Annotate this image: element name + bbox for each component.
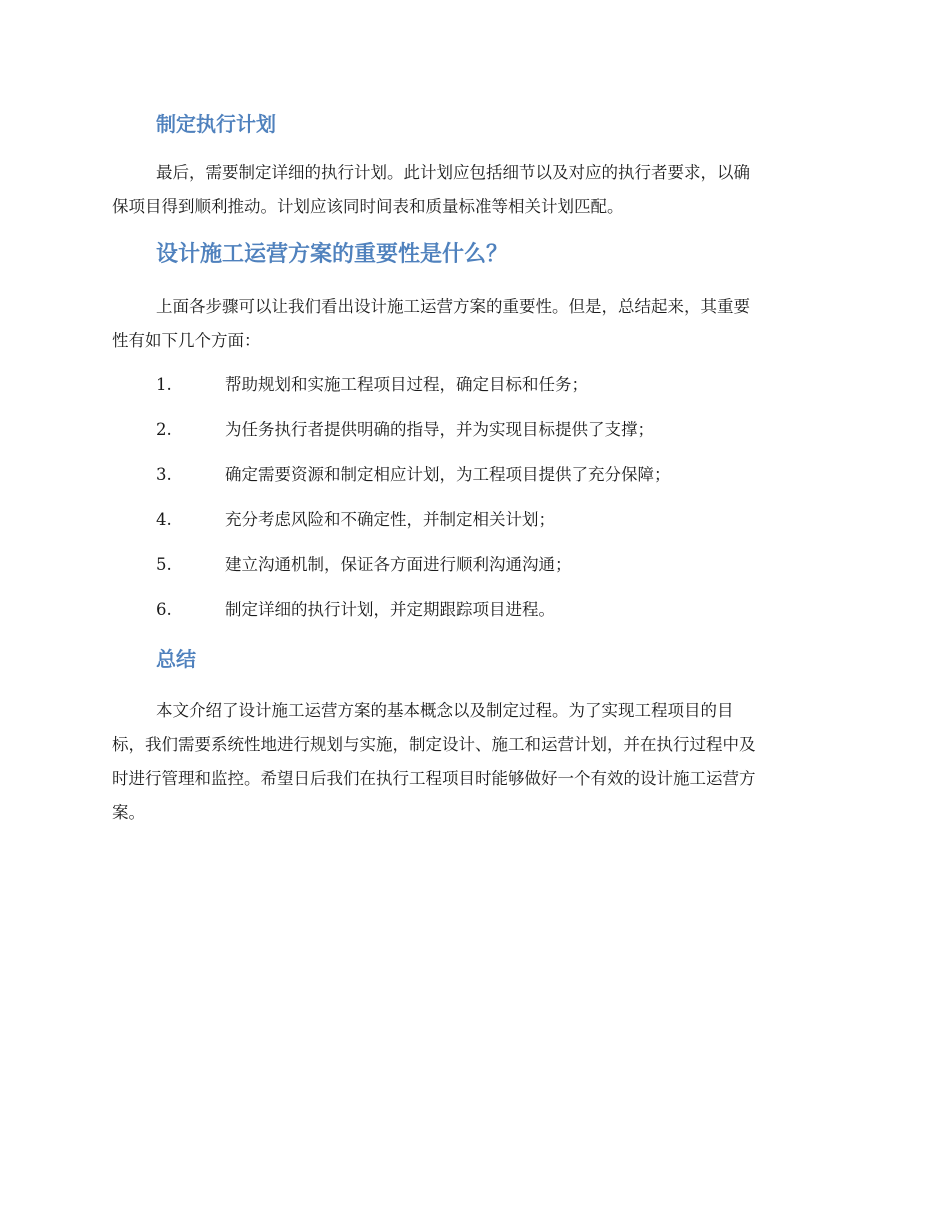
section-heading-execution-plan: 制定执行计划	[156, 112, 276, 136]
paragraph-line: 时进行管理和监控。希望日后我们在执行工程项目时能够做好一个有效的设计施工运营方	[112, 769, 756, 788]
list-item-text: 充分考虑风险和不确定性，并制定相关计划；	[225, 510, 555, 529]
list-item-number: 3.	[156, 465, 172, 484]
list-item-number: 5.	[156, 555, 172, 574]
list-item-number: 2.	[156, 420, 172, 439]
paragraph-importance	[112, 290, 832, 358]
section-heading-importance: 设计施工运营方案的重要性是什么？	[156, 242, 509, 267]
list-item-text: 建立沟通机制，保证各方面进行顺利沟通沟通；	[225, 555, 572, 574]
list-item	[0, 458, 950, 492]
paragraph-line: 上面各步骤可以让我们看出设计施工运营方案的重要性。但是，总结起来，其重要	[156, 297, 750, 316]
list-item-text: 帮助规划和实施工程项目过程，确定目标和任务；	[225, 375, 588, 394]
list-item-text: 为任务执行者提供明确的指导，并为实现目标提供了支撑；	[225, 420, 654, 439]
paragraph-line: 标，我们需要系统性地进行规划与实施，制定设计、施工和运营计划，并在执行过程中及	[112, 735, 756, 754]
list-item	[0, 548, 950, 582]
paragraph-line: 性有如下几个方面：	[112, 331, 261, 350]
paragraph-line: 本文介绍了设计施工运营方案的基本概念以及制定过程。为了实现工程项目的目	[156, 701, 734, 720]
list-item-number: 4.	[156, 510, 172, 529]
list-item	[0, 593, 950, 627]
paragraph-line: 保项目得到顺利推动。计划应该同时间表和质量标准等相关计划匹配。	[112, 197, 624, 216]
list-item-text: 制定详细的执行计划，并定期跟踪项目进程。	[225, 600, 555, 619]
list-item-number: 1.	[156, 375, 172, 394]
paragraph-line: 最后，需要制定详细的执行计划。此计划应包括细节以及对应的执行者要求，以确	[156, 163, 750, 182]
paragraph-line: 案。	[112, 803, 145, 822]
paragraph-summary	[112, 694, 832, 830]
list-item	[0, 368, 950, 402]
section-heading-summary: 总结	[156, 647, 196, 671]
paragraph-execution-plan	[112, 156, 832, 224]
list-item-number: 6.	[156, 600, 172, 619]
list-item-text: 确定需要资源和制定相应计划，为工程项目提供了充分保障；	[225, 465, 671, 484]
list-item	[0, 503, 950, 537]
list-item	[0, 413, 950, 447]
